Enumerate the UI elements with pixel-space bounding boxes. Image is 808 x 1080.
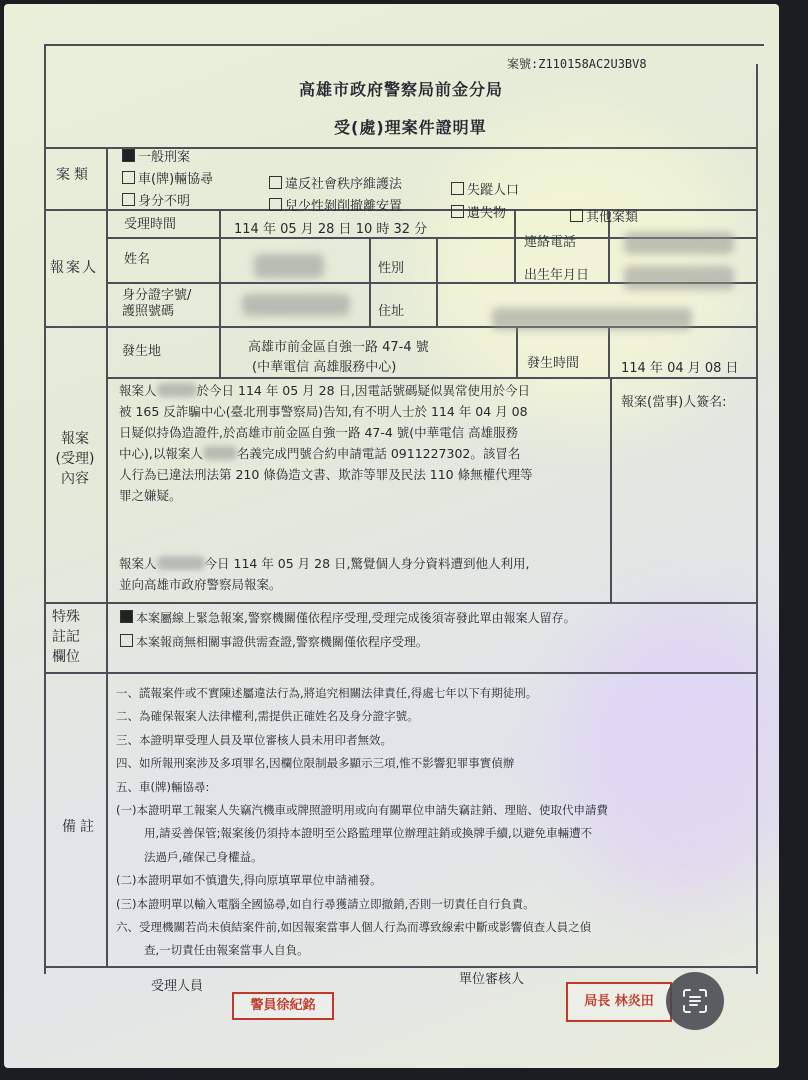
- note-line: 二、為確保報案人法律權利,需提供正確姓名及身分證字號。: [116, 709, 419, 724]
- checkbox-vehicle-search[interactable]: 車(牌)輛協尋: [122, 171, 213, 188]
- checkbox-icon: [122, 193, 135, 206]
- checkbox-other-cases[interactable]: 其他案類: [570, 209, 638, 226]
- redacted-id-number: [242, 294, 350, 316]
- id-number-label: 身分證字號/ 護照號碼: [122, 288, 192, 319]
- redacted-name: [254, 254, 324, 278]
- report-content-paragraph-1: 報案人 於今日 114 年 05 月 28 日,因電話號碼疑似異常使用於今日 被 165 反詐騙中心(臺北刑事警察局)告知,有不明人士於 114 年 04 月 08 日疑似持偽造證件,於高雄市前金區自強一路 47-4 號(中華電信 高雄服務 中心),以報案人 名義完成門號合約申請電話 0911227302。該冒名 人行為已違法刑法第 210 條偽造文書、欺詐等罪及民法 110 條無權代理等 罪之嫌疑。: [119, 383, 533, 503]
- special-section-label: 特殊 註記 欄位: [52, 609, 80, 665]
- gender-label: 性別: [378, 261, 405, 276]
- reporter-section-label: 報案人: [50, 260, 98, 276]
- reporter-col-4: [514, 209, 516, 282]
- incident-time-label: 發生時間: [527, 356, 580, 371]
- redacted-reporter-name: [157, 383, 197, 397]
- special-item-online-report[interactable]: 本案屬線上緊急報案,警察機關僅依程序受理,受理完成後須寄發此單由報案人留存。: [120, 610, 576, 626]
- note-line: 用,請妥善保管;報案後仍須持本證明至公路監理單位辦理註銷或換牌手續,以避免車輛遭不: [144, 826, 593, 841]
- agency-title: 高雄市政府警察局前金分局: [299, 80, 504, 99]
- checkbox-child-protection[interactable]: 兒少性剝削撤離安置: [269, 198, 402, 215]
- reporter-col-3: [436, 237, 438, 326]
- checkbox-unknown-identity[interactable]: 身分不明: [122, 193, 190, 210]
- incident-place-line-2: (中華電信 高雄服務中心): [252, 360, 397, 375]
- outer-border-left: [44, 44, 46, 974]
- incident-col-1: [219, 326, 221, 377]
- note-line: (三)本證明單以輸入電腦全國協尋,如自行尋獲請立即撤銷,否則一切責任自行負責。: [116, 896, 535, 911]
- redacted-reporter-name: [157, 556, 205, 570]
- checkbox-lost-property[interactable]: 遺失物: [451, 205, 506, 222]
- note-line: 四、如所報刑案涉及多項罪名,因欄位限制最多顯示三項,惟不影響犯罪事實偵辦: [116, 756, 515, 771]
- checkbox-icon: [269, 176, 282, 189]
- note-line: 法過戶,確保己身權益。: [144, 849, 263, 864]
- notes-section-label: 備註: [62, 819, 98, 835]
- special-bottom-line: [44, 672, 758, 674]
- checkbox-icon: [451, 205, 464, 218]
- checkbox-social-order[interactable]: 違反社會秩序維護法: [269, 176, 402, 193]
- reporter-col-2: [369, 237, 371, 326]
- incident-place-line-1: 高雄市前金區自強一路 47-4 號: [248, 340, 429, 355]
- signature-column-line: [610, 377, 612, 602]
- checkbox-icon: [269, 198, 282, 211]
- address-label: 住址: [378, 304, 405, 319]
- case-type-label: 案類: [56, 167, 92, 183]
- checkbox-checked-icon: [120, 610, 133, 623]
- checkbox-icon: [451, 182, 464, 195]
- accept-time-value: 114 年 05 月 28 日 10 時 32 分: [234, 222, 428, 237]
- special-item-no-evidence[interactable]: 本案報商無相關事證供需查證,警察機關僅依程序受理。: [120, 634, 428, 650]
- accept-time-label: 受理時間: [124, 217, 177, 232]
- officer-label: 受理人員: [151, 979, 204, 994]
- name-label: 姓名: [124, 252, 151, 267]
- reviewer-label: 單位審核人: [459, 972, 525, 987]
- checkbox-checked-icon: [122, 149, 135, 162]
- redacted-address: [492, 308, 692, 330]
- incident-col-3: [608, 326, 610, 377]
- signature-label: 報案(當事)人簽名:: [621, 395, 727, 410]
- document-scan-icon: [682, 988, 708, 1014]
- note-line: 三、本證明單受理人員及單位審核人員未用印者無效。: [116, 732, 392, 747]
- checkbox-missing-person[interactable]: 失蹤人口: [451, 182, 519, 199]
- label-column-line: [106, 147, 108, 967]
- incident-col-2: [516, 326, 518, 377]
- chief-stamp: 局長 林炎田: [566, 982, 672, 1022]
- note-line: 一、謊報案件或不實陳述屬違法行為,將追究相關法律責任,得處七年以下有期徒刑。: [116, 686, 538, 700]
- outer-border-right: [756, 64, 758, 974]
- redacted-birth-date: [624, 266, 734, 290]
- checkbox-icon: [570, 209, 583, 222]
- redacted-reporter-name: [203, 446, 237, 460]
- notes-bottom-line: [44, 966, 758, 968]
- document-scan-button[interactable]: [666, 972, 724, 1030]
- incident-bottom-line: [106, 377, 758, 379]
- signature-area[interactable]: [616, 418, 754, 598]
- document-page: [4, 4, 779, 1068]
- note-line: 五、車(牌)輛協尋:: [116, 779, 210, 794]
- phone-label: 連絡電話: [524, 235, 577, 250]
- checkbox-general-criminal[interactable]: 一般刑案: [122, 149, 190, 166]
- outer-border-top: [44, 44, 764, 46]
- document-title: 受(處)理案件證明單: [334, 118, 487, 137]
- case-serial-number: 案號:Z110158AC2U3BV8: [507, 57, 647, 71]
- officer-stamp: 警員徐紀銘: [232, 992, 334, 1020]
- reporter-col-1: [219, 209, 221, 326]
- incident-time-value: 114 年 04 月 08 日: [621, 361, 739, 376]
- notes-list: [116, 682, 756, 963]
- note-line: (一)本證明單工報案人失竊汽機車或牌照證明用或向有關單位申請失竊註銷、理賠、使取代申請費: [116, 803, 608, 818]
- redacted-phone: [624, 232, 734, 254]
- content-section-label: 報案 (受理) 內容: [55, 431, 95, 487]
- report-content-paragraph-2: 報案人 今日 114 年 05 月 28 日,驚覺個人身分資料遭到他人利用, 並向高雄市政府警察局報案。: [119, 556, 530, 592]
- note-line: 六、受理機關若尚未偵結案件前,如因報案當事人個人行為而導致線索中斷或影響偵查人員之偵: [116, 920, 592, 935]
- incident-place-label: 發生地: [122, 344, 162, 359]
- checkbox-icon: [120, 634, 133, 647]
- checkbox-icon: [122, 171, 135, 184]
- note-line: (二)本證明單如不慎遺失,得向原填單單位申請補發。: [116, 873, 382, 888]
- birth-date-label: 出生年月日: [524, 268, 590, 283]
- content-bottom-line: [44, 602, 758, 604]
- note-line: 查,一切責任由報案當事人自負。: [144, 943, 309, 958]
